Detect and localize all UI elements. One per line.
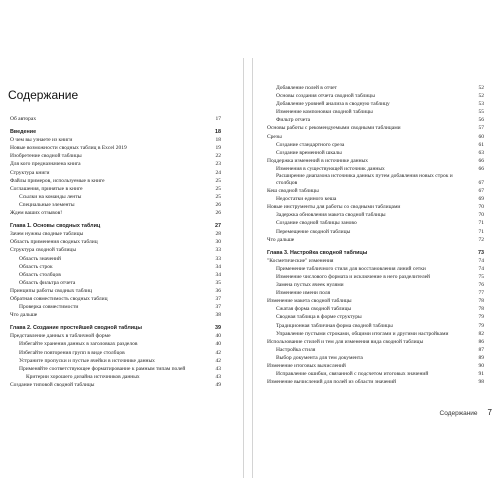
toc-entry bbox=[267, 173, 484, 187]
toc-entry bbox=[267, 378, 484, 386]
toc-entry-page: 33 bbox=[215, 255, 221, 262]
toc-entry-title: Создание временной шкалы bbox=[276, 149, 342, 156]
toc-entry-page: 73 bbox=[478, 249, 484, 256]
toc-entry-page: 43 bbox=[215, 373, 221, 380]
toc-entry-page: 18 bbox=[215, 129, 221, 136]
toc-entry bbox=[267, 92, 484, 100]
toc-entry bbox=[267, 100, 484, 108]
toc-entry-page: 37 bbox=[215, 295, 221, 302]
toc-entry bbox=[10, 373, 221, 381]
toc-entry bbox=[10, 332, 221, 340]
toc-entry-title: Критерии хорошего дизайна источников данных bbox=[26, 373, 140, 380]
toc-entry bbox=[267, 305, 484, 313]
toc-entry-title: Избегайте хранения данных в заголовках разделов bbox=[19, 341, 138, 348]
toc-entry-title: Глава 2. Создание простейшей сводной таблицы bbox=[10, 325, 142, 332]
toc-entry-title: Избегайте повторения групп в виде столбцов bbox=[19, 349, 125, 356]
toc-entry-title: Файлы примеров, используемые в книге bbox=[10, 177, 105, 184]
toc-entry-page: 66 bbox=[478, 157, 484, 164]
toc-entry-page: 35 bbox=[215, 279, 221, 286]
left-toc bbox=[10, 115, 221, 389]
toc-entry bbox=[10, 115, 221, 123]
toc-entry bbox=[267, 141, 484, 149]
toc-entry-title: Управление пустыми строками, общими итогами и другими настройками bbox=[276, 330, 449, 337]
toc-entry-title: Устраните пропуски и пустые ячейки в источнике данных bbox=[19, 357, 155, 364]
toc-entry-page: 77 bbox=[478, 290, 484, 297]
toc-entry-page: 63 bbox=[478, 149, 484, 156]
toc-entry-title: Проверка совместимости bbox=[19, 304, 79, 311]
toc-entry-title: Область значений bbox=[19, 255, 61, 262]
toc-chapter-heading bbox=[10, 128, 221, 136]
right-page bbox=[253, 58, 500, 478]
toc-entry bbox=[10, 193, 221, 201]
toc-entry-page: 55 bbox=[478, 109, 484, 116]
toc-entry-title: Структура книги bbox=[10, 169, 50, 176]
toc-entry bbox=[10, 365, 221, 373]
toc-entry-page: 91 bbox=[478, 371, 484, 378]
toc-entry-page: 66 bbox=[478, 165, 484, 172]
toc-entry bbox=[10, 136, 221, 144]
toc-entry bbox=[267, 346, 484, 354]
toc-entry-title: Изменение макета сводной таблицы bbox=[267, 298, 352, 305]
toc-entry-title: Кеш сводной таблицы bbox=[267, 188, 319, 195]
toc-entry-title: Задержка обновления макета сводной таблицы bbox=[276, 212, 386, 219]
toc-entry bbox=[267, 362, 484, 370]
toc-entry-title: Добавление полей в отчет bbox=[276, 85, 337, 91]
page-number: 7 bbox=[487, 408, 492, 417]
toc-entry-page: 49 bbox=[215, 381, 221, 388]
toc-entry-title: Область столбцов bbox=[19, 271, 61, 278]
toc-entry bbox=[10, 230, 221, 238]
toc-entry bbox=[10, 279, 221, 287]
toc-entry bbox=[267, 133, 484, 141]
toc-entry-title: Ждем ваших отзывов! bbox=[10, 210, 63, 217]
toc-entry bbox=[10, 357, 221, 365]
toc-entry-title: Создание типовой сводной таблицы bbox=[10, 381, 95, 388]
toc-entry bbox=[267, 330, 484, 338]
toc-entry bbox=[10, 177, 221, 185]
toc-entry-title: Недостатки единого кеша bbox=[276, 196, 337, 203]
toc-entry-page: 17 bbox=[215, 116, 221, 122]
toc-entry-page: 18 bbox=[215, 137, 221, 144]
toc-entry-title: Фильтр отчета bbox=[276, 117, 311, 124]
toc-entry bbox=[10, 349, 221, 357]
toc-entry-title: Традиционная табличная форма сводной таблицы bbox=[276, 322, 393, 329]
toc-entry-page: 40 bbox=[215, 333, 221, 340]
toc-entry-title: Область строк bbox=[19, 263, 53, 270]
toc-chapter-heading bbox=[10, 222, 221, 230]
toc-entry-title: Расширение диапазона источника данных путем добавления новых строк и столбцов bbox=[276, 173, 453, 187]
toc-entry bbox=[267, 273, 484, 281]
toc-entry bbox=[10, 169, 221, 177]
toc-entry-title: О чем вы узнаете из книги bbox=[10, 137, 73, 144]
toc-entry-page: 69 bbox=[478, 196, 484, 203]
toc-entry bbox=[10, 201, 221, 209]
toc-entry bbox=[267, 228, 484, 236]
toc-entry-title: Введение bbox=[10, 129, 37, 136]
toc-entry bbox=[10, 238, 221, 246]
toc-entry-page: 52 bbox=[478, 93, 484, 100]
toc-entry bbox=[10, 303, 221, 311]
toc-entry-page: 22 bbox=[215, 153, 221, 160]
toc-entry-title: Новые возможности сводных таблиц в Excel 2019 bbox=[10, 145, 127, 152]
toc-entry bbox=[267, 108, 484, 116]
toc-entry-page: 72 bbox=[478, 236, 484, 243]
toc-entry bbox=[10, 340, 221, 348]
toc-entry bbox=[267, 84, 484, 92]
toc-entry bbox=[267, 211, 484, 219]
toc-entry bbox=[267, 338, 484, 346]
toc-entry-page: 61 bbox=[478, 141, 484, 148]
toc-entry-page: 38 bbox=[215, 312, 221, 319]
toc-entry-page: 23 bbox=[215, 161, 221, 168]
toc-entry-page: 25 bbox=[215, 193, 221, 200]
toc-entry-page: 56 bbox=[478, 117, 484, 124]
toc-entry-page: 30 bbox=[215, 239, 221, 246]
toc-entry bbox=[10, 295, 221, 303]
toc-entry-title: Ссылки на команды ленты bbox=[19, 193, 82, 200]
toc-entry bbox=[267, 124, 484, 132]
toc-entry-page: 43 bbox=[215, 365, 221, 372]
toc-entry-title: Глава 1. Основы сводных таблиц bbox=[10, 223, 101, 230]
toc-entry bbox=[267, 157, 484, 165]
toc-entry bbox=[10, 271, 221, 279]
toc-entry-page: 33 bbox=[215, 247, 221, 254]
toc-entry-page: 67 bbox=[478, 179, 484, 186]
toc-entry-title: Основы создания отчета сводной таблицы bbox=[276, 93, 375, 100]
toc-entry bbox=[267, 236, 484, 244]
toc-entry bbox=[267, 149, 484, 157]
toc-entry-page: 79 bbox=[478, 314, 484, 321]
toc-entry-page: 82 bbox=[478, 330, 484, 337]
toc-entry bbox=[267, 116, 484, 124]
toc-entry-page: 53 bbox=[478, 101, 484, 108]
toc-entry-page: 42 bbox=[215, 349, 221, 356]
toc-entry-page: 86 bbox=[478, 338, 484, 345]
toc-entry-title: Изменение итоговых вычислений bbox=[267, 363, 346, 369]
toc-entry-title: Исправление ошибки, связанной с подсчетом итоговых значений bbox=[276, 371, 429, 378]
toc-entry-title: "Косметические" изменения bbox=[267, 257, 334, 264]
toc-entry-page: 75 bbox=[478, 273, 484, 280]
left-page bbox=[0, 58, 243, 478]
toc-entry-title: Обратная совместимость сводных таблиц bbox=[10, 295, 108, 302]
toc-entry-title: Область применения сводных таблиц bbox=[10, 239, 98, 246]
toc-entry-page: 67 bbox=[478, 188, 484, 195]
toc-entry bbox=[10, 246, 221, 254]
toc-entry-title: Настройка стиля bbox=[276, 346, 316, 353]
toc-entry-page: 70 bbox=[478, 212, 484, 219]
toc-entry bbox=[10, 160, 221, 168]
toc-entry-page: 36 bbox=[215, 287, 221, 294]
toc-entry-title: Для кого предназначена книга bbox=[10, 161, 81, 168]
toc-entry-title: Глава 3. Настройка сводной таблицы bbox=[267, 249, 368, 256]
toc-entry-title: Что дальше bbox=[10, 312, 38, 319]
toc-entry-title: Основы работы с рекомендуемыми сводными таблицами bbox=[267, 125, 401, 132]
toc-entry-title: Изменение вычислений для полей из области значений bbox=[267, 379, 397, 386]
toc-entry bbox=[267, 219, 484, 227]
toc-entry-page: 34 bbox=[215, 263, 221, 270]
toc-entry-page: 98 bbox=[478, 379, 484, 386]
toc-entry-page: 76 bbox=[478, 282, 484, 289]
toc-entry-page: 78 bbox=[478, 306, 484, 313]
toc-entry-page: 78 bbox=[478, 298, 484, 305]
toc-entry bbox=[267, 297, 484, 305]
toc-entry bbox=[10, 152, 221, 160]
toc-entry-title: Сводная таблица в форме структуры bbox=[276, 314, 362, 321]
toc-entry-page: 42 bbox=[215, 357, 221, 364]
toc-entry-page: 25 bbox=[215, 185, 221, 192]
toc-entry-page: 52 bbox=[478, 85, 484, 91]
toc-entry-title: Изменения в существующей источник данных bbox=[276, 165, 385, 172]
toc-entry-page: 27 bbox=[215, 223, 221, 230]
toc-entry-title: Использование стилей и тем для изменения вида сводной таблицы bbox=[267, 338, 424, 345]
toc-entry-title: Поддержка изменений в источнике данных bbox=[267, 157, 368, 164]
toc-entry-page: 26 bbox=[215, 201, 221, 208]
toc-entry-page: 74 bbox=[478, 257, 484, 264]
toc-entry-title: Изобретение сводной таблицы bbox=[10, 153, 82, 160]
toc-entry bbox=[267, 165, 484, 173]
toc-chapter-heading bbox=[10, 324, 221, 332]
toc-entry-title: Замена пустых ячеек нулями bbox=[276, 282, 344, 289]
toc-entry bbox=[10, 209, 221, 217]
toc-entry bbox=[10, 144, 221, 152]
toc-entry bbox=[267, 203, 484, 211]
toc-entry-title: Выбор документа для тем документа bbox=[276, 354, 363, 361]
toc-entry-title: Представление данных в табличной форме bbox=[10, 333, 111, 340]
toc-entry-title: Создание сводной таблицы заново bbox=[276, 220, 357, 227]
toc-entry bbox=[10, 381, 221, 389]
toc-entry-title: Изменение имени поля bbox=[276, 290, 331, 297]
toc-entry-title: Специальные элементы bbox=[19, 201, 75, 208]
toc-entry-page: 79 bbox=[478, 322, 484, 329]
footer-label: Содержание bbox=[439, 410, 478, 417]
toc-entry-page: 71 bbox=[478, 220, 484, 227]
toc-entry bbox=[10, 287, 221, 295]
toc-entry-page: 26 bbox=[215, 210, 221, 217]
toc-entry bbox=[267, 370, 484, 378]
toc-entry-title: Применяйте соответствующее форматирование к рамным типам полей bbox=[19, 365, 186, 372]
toc-entry bbox=[267, 322, 484, 330]
toc-entry-title: Новые инструменты для работы со сводными таблицами bbox=[267, 204, 401, 211]
toc-entry bbox=[10, 185, 221, 193]
toc-entry-page: 57 bbox=[478, 125, 484, 132]
toc-entry bbox=[267, 195, 484, 203]
toc-entry-title: Соглашения, принятые в книге bbox=[10, 185, 83, 192]
toc-entry-title: Создание стандартного среза bbox=[276, 141, 345, 148]
toc-entry-title: Применение табличного стиля для восстановления линий сетки bbox=[276, 265, 426, 272]
toc-entry bbox=[267, 187, 484, 195]
toc-entry bbox=[267, 265, 484, 273]
toc-entry-page: 25 bbox=[215, 177, 221, 184]
toc-entry-page: 87 bbox=[478, 346, 484, 353]
page-footer bbox=[440, 408, 492, 417]
toc-entry-page: 71 bbox=[478, 228, 484, 235]
toc-chapter-heading bbox=[267, 249, 484, 257]
toc-entry-title: Зачем нужны сводные таблицы bbox=[10, 231, 84, 238]
toc-entry-title: Изменение числового формата и исключение в него разделителей bbox=[276, 273, 430, 280]
toc-entry-page: 74 bbox=[478, 265, 484, 272]
toc-entry-page: 37 bbox=[215, 304, 221, 311]
toc-entry bbox=[10, 263, 221, 271]
toc-entry-title: Принципы работы сводных таблиц bbox=[10, 287, 93, 294]
toc-entry bbox=[267, 354, 484, 362]
toc-entry-page: 90 bbox=[478, 363, 484, 369]
toc-entry-page: 89 bbox=[478, 354, 484, 361]
toc-entry-page: 60 bbox=[478, 133, 484, 140]
toc-entry-page: 19 bbox=[215, 145, 221, 152]
toc-entry bbox=[267, 313, 484, 321]
toc-title: Содержание bbox=[8, 88, 79, 102]
toc-entry bbox=[267, 281, 484, 289]
toc-entry-page: 24 bbox=[215, 169, 221, 176]
toc-entry-title: Об авторах bbox=[10, 116, 37, 122]
book-gutter bbox=[243, 58, 253, 478]
toc-entry-title: Перемещение сводной таблицы bbox=[276, 228, 351, 235]
toc-entry bbox=[10, 311, 221, 319]
toc-entry-page: 34 bbox=[215, 271, 221, 278]
toc-entry-title: Структура сводной таблицы bbox=[10, 247, 77, 254]
toc-entry-page: 40 bbox=[215, 341, 221, 348]
toc-entry-page: 28 bbox=[215, 231, 221, 238]
toc-entry-title: Сжатая форма сводной таблицы bbox=[276, 306, 352, 313]
toc-entry-title: Срезы bbox=[267, 133, 282, 140]
toc-entry-page: 70 bbox=[478, 204, 484, 211]
toc-entry-page: 39 bbox=[215, 325, 221, 332]
toc-entry bbox=[10, 255, 221, 263]
toc-entry-title: Что дальше bbox=[267, 236, 295, 243]
toc-entry bbox=[267, 257, 484, 265]
toc-entry bbox=[267, 289, 484, 297]
right-toc bbox=[267, 84, 484, 386]
toc-entry-title: Область фильтра отчета bbox=[19, 279, 76, 286]
toc-entry-title: Добавление уровней анализа в сводную таблицу bbox=[276, 101, 390, 108]
toc-entry-title: Изменение компоновки сводной таблицы bbox=[276, 109, 373, 116]
